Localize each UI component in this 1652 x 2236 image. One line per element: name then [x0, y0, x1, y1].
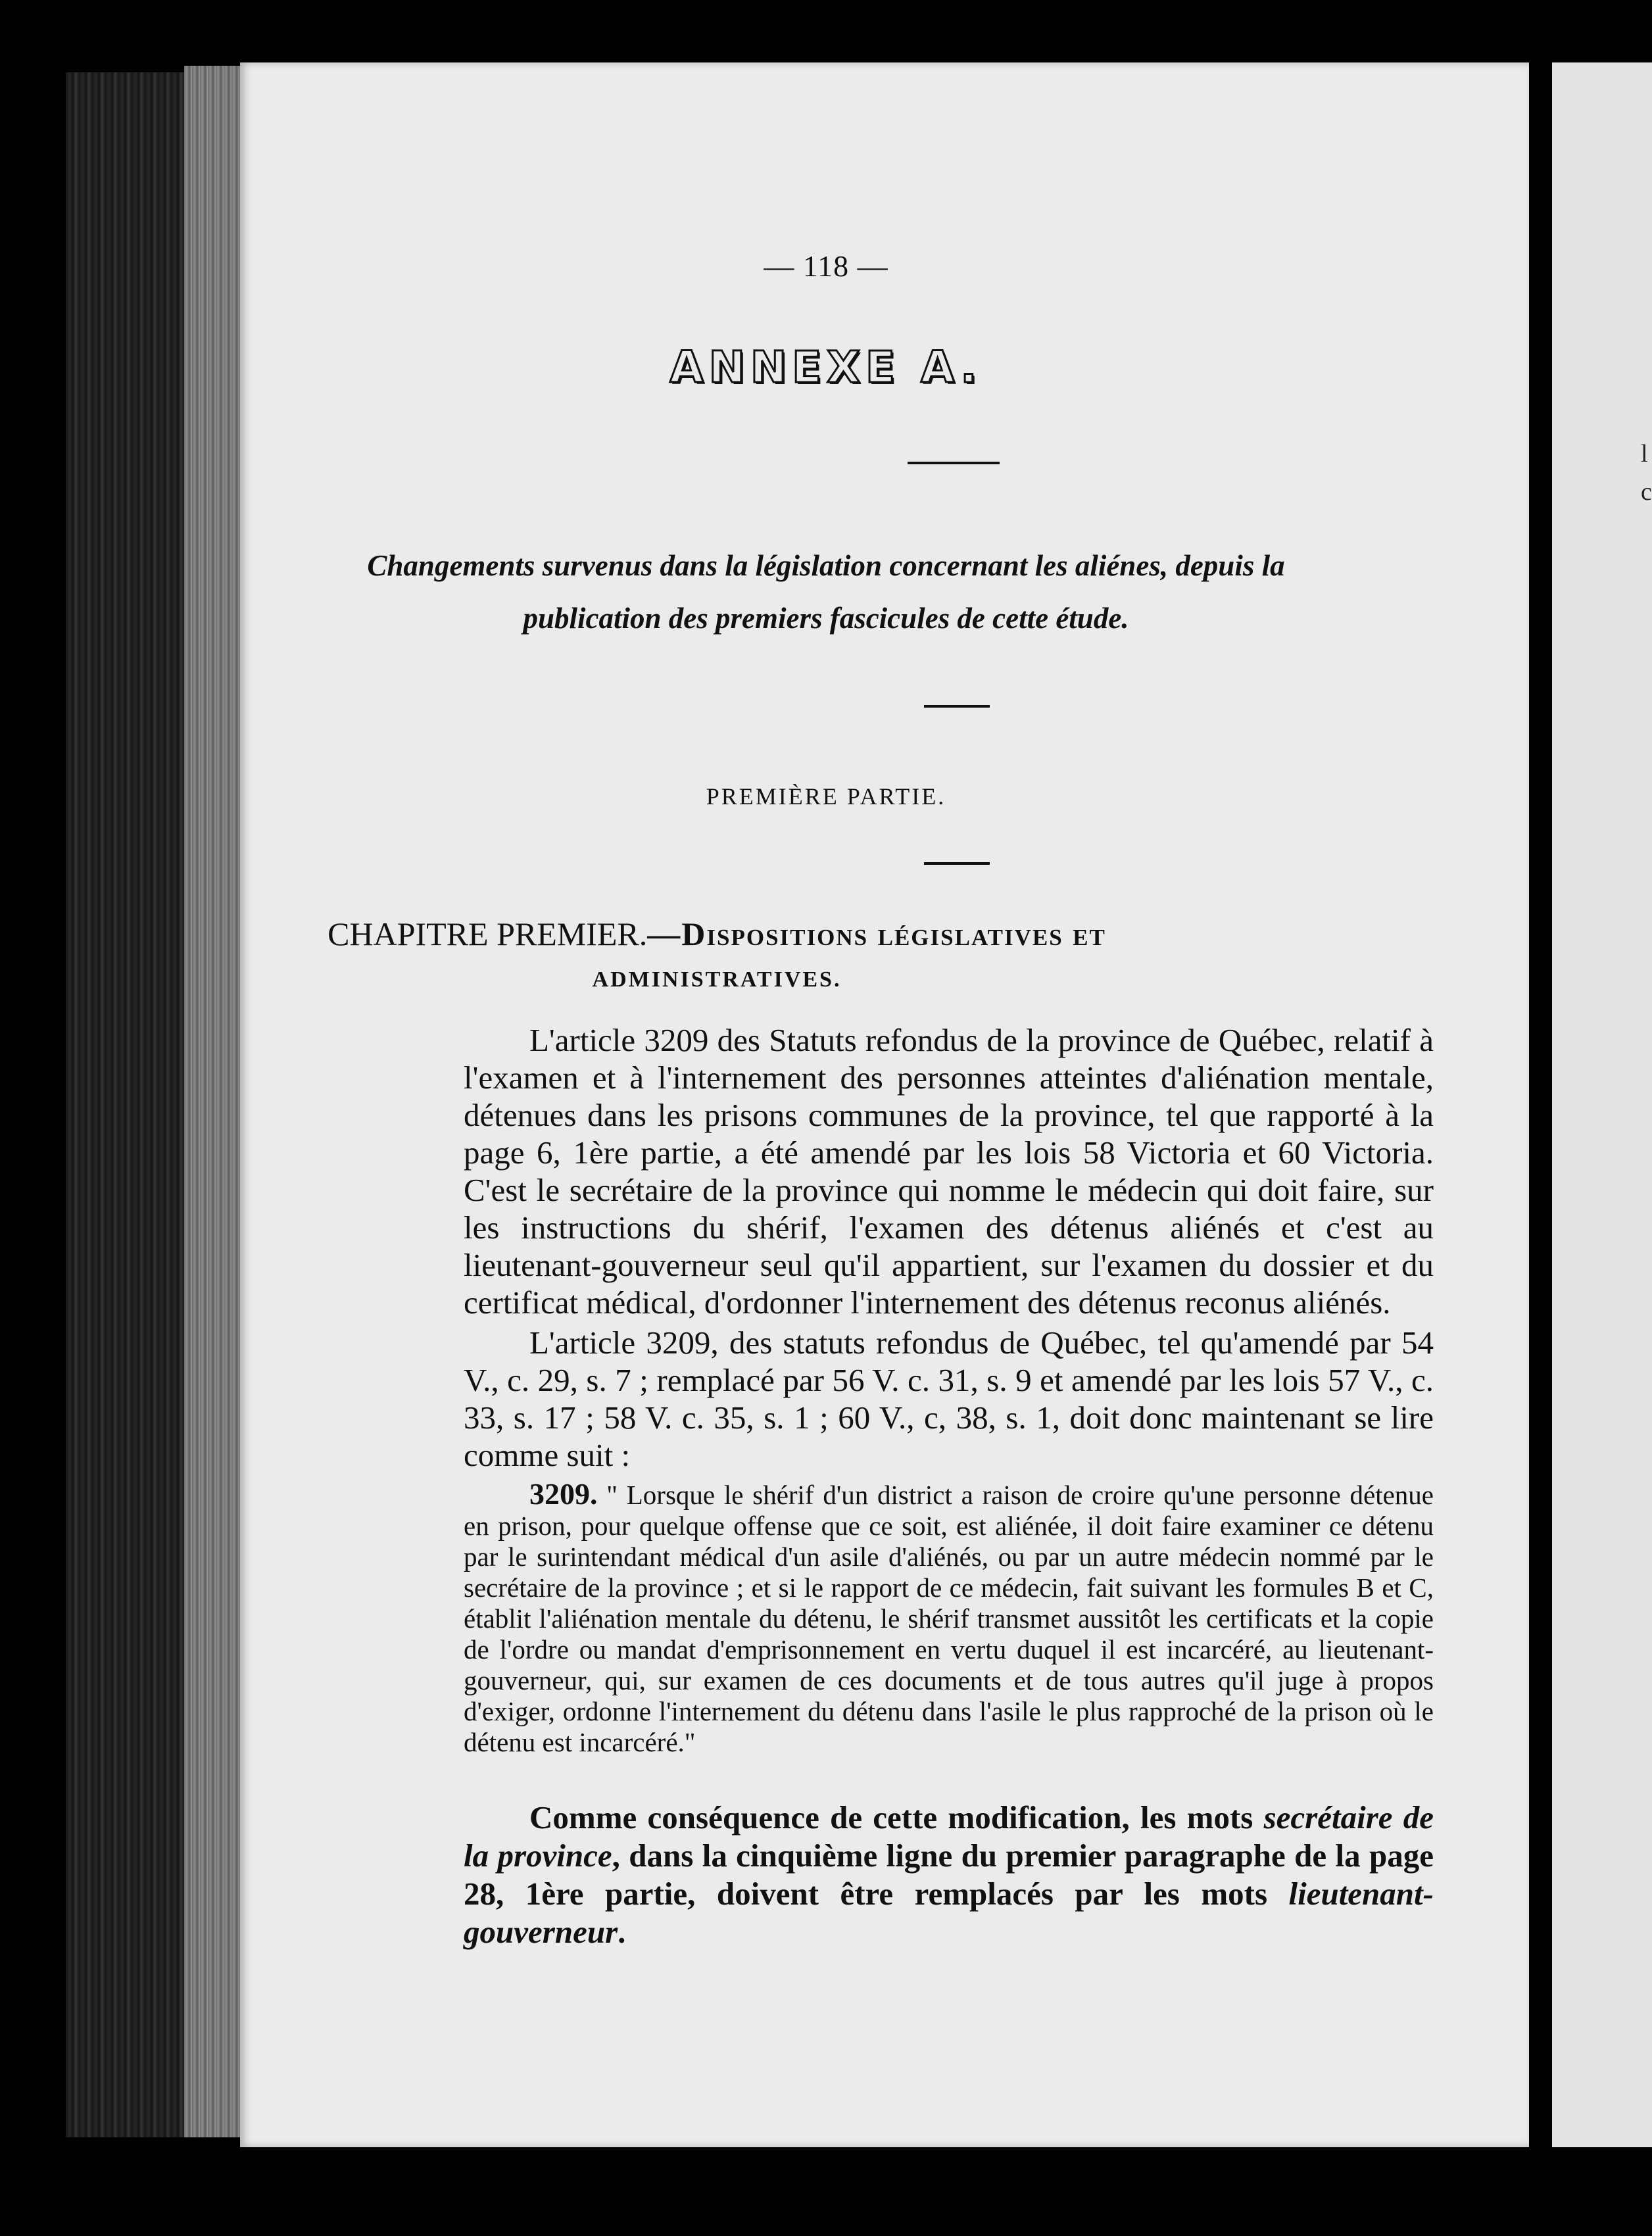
divider-rule	[924, 705, 990, 708]
facing-page-glyph: l	[1641, 440, 1648, 468]
paragraph-2: L'article 3209, des statuts refondus de Québec, tel qu'amendé par 54 V., c. 29, s. 7 ; remplacé par 56 V. c. 31, s. 9 et amendé par les lois 57 V., c. 33, s. 17 ; 58 V. c. 35, s. 1 ; 60 V., c, 38, s. 1, doit donc maintenant se lire comme suit :	[464, 1325, 1434, 1473]
conclusion-text-1: Comme conséquence de cette modification, les mots	[529, 1799, 1264, 1835]
chapter-title	[263, 911, 1171, 1003]
statute-text: " Lorsque le shérif d'un district a raison de croire qu'une personne détenue en prison, pour quelque offense que ce soit, est aliénée, il doit faire examiner ce détenu par le surintendant médical d'un asile d'aliénés, ou par un autre médecin nommé par le secrétaire de la province ; et si le rapport de ce médecin, fait suivant les formules B et C, établit l'aliénation mentale du détenu, le shérif transmet aussitôt les certificats et la copie de l'ordre ou mandat d'emprisonnement en vertu duquel il est incarcéré, au lieutenant-gouverneur, qui, sur examen de ces documents et de tous autres qu'il juge à propos d'exiger, ordonne l'internement du détenu dans l'asile le plus rapproché de la prison où le détenu est incarcéré."	[464, 1480, 1434, 1757]
paragraph-1: L'article 3209 des Statuts refondus de la province de Québec, relatif à l'examen et à l'internement des personnes atteintes d'aliénation mentale, détenues dans les prisons communes de la province, tel que rapporté à la page 6, 1ère partie, a été amendé par les lois 58 Victoria et 60 Victoria. C'est le secrétaire de la province qui nomme le médecin qui doit faire, sur les instructions du shérif, l'examen des détenus aliénés et c'est au lieutenant-gouverneur seul qu'il appartient, sur l'examen du dossier et du certificat médical, d'ordonner l'internement des détenus reconus aliénés.	[464, 1022, 1434, 1321]
statute-quote	[464, 1478, 1434, 1758]
statute-number: 3209.	[529, 1477, 598, 1511]
subtitle-line-2: publication des premiers fascicules de cette étude.	[523, 602, 1129, 635]
page-number: — 118 —	[764, 249, 888, 283]
divider-rule	[908, 462, 1000, 464]
chapter-label: CHAPITRE PREMIER.	[328, 915, 648, 952]
divider-rule	[924, 862, 990, 865]
chapter-dispositions: —Dispositions législatives et	[647, 915, 1106, 952]
conclusion-text-2: , dans la cinquième ligne du premier paragraphe de la page 28, 1ère partie, doivent être remplacés par les mots	[464, 1837, 1434, 1912]
annex-title: ANNEXE A.	[669, 342, 983, 393]
conclusion-paragraph	[464, 1799, 1434, 1951]
conclusion-italic-1: secrétaire de la province	[464, 1799, 1434, 1874]
subtitle-line-1: Changements survenus dans la législation concernant les aliénes, depuis la	[367, 549, 1285, 582]
part-title: PREMIÈRE PARTIE.	[706, 783, 946, 810]
conclusion-italic-2: lieutenant-gouverneur	[464, 1876, 1434, 1950]
annex-subtitle	[0, 539, 1652, 644]
chapter-title-line-2: ADMINISTRATIVES.	[592, 967, 842, 992]
conclusion-text-3: .	[618, 1914, 626, 1950]
facing-page-glyph: c	[1641, 478, 1652, 506]
